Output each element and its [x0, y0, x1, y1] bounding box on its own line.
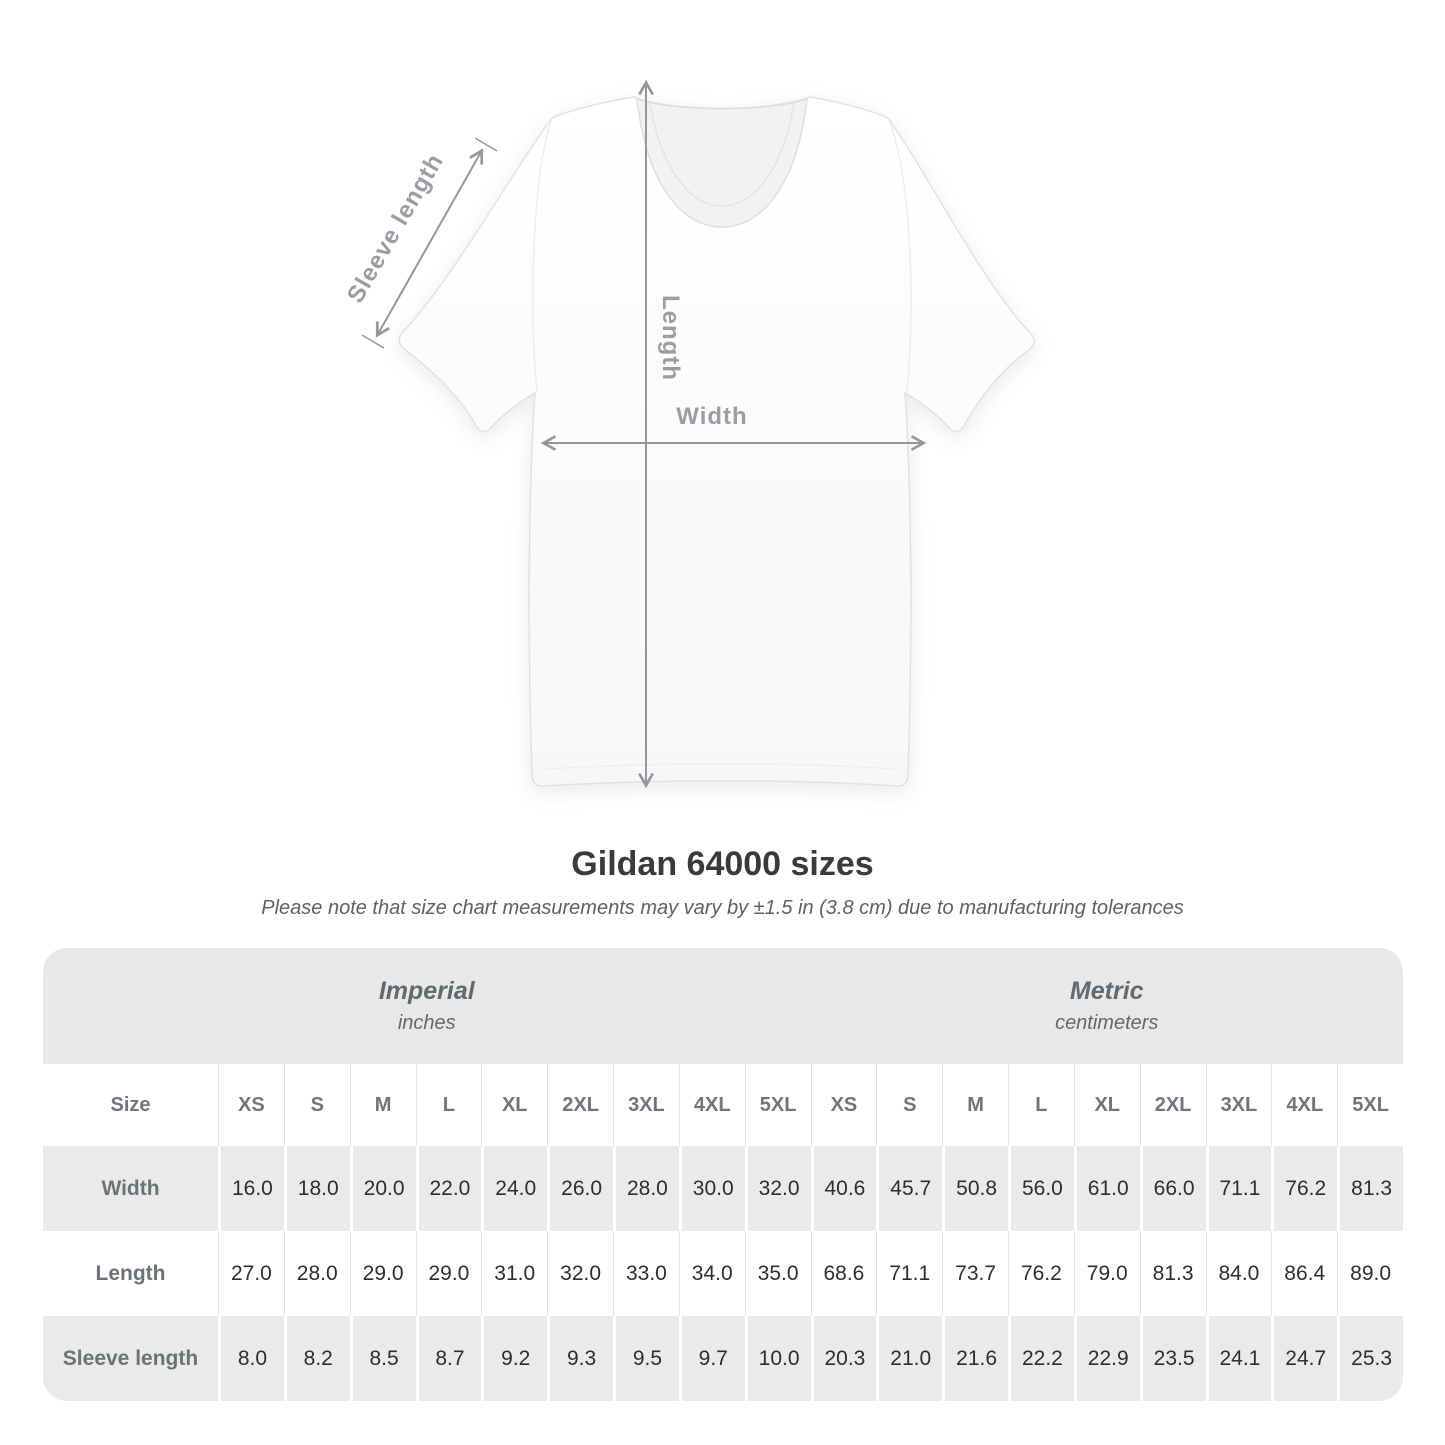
size-value-cell: 31.0: [481, 1231, 547, 1316]
size-value-cell: 79.0: [1074, 1231, 1140, 1316]
size-value-cell: 9.3: [547, 1316, 613, 1401]
imperial-label: Imperial: [378, 977, 475, 1005]
metric-label: Metric: [1069, 977, 1144, 1005]
size-value-cell: 22.9: [1074, 1316, 1140, 1401]
size-header-cell: XS: [218, 1064, 284, 1146]
size-value-cell: 30.0: [679, 1146, 745, 1231]
size-header-cell: 5XL: [1337, 1064, 1403, 1146]
size-value-cell: 20.0: [350, 1146, 416, 1231]
size-value-cell: 45.7: [876, 1146, 942, 1231]
size-value-cell: 9.7: [679, 1316, 745, 1401]
sleeve-dimension-tick-top: [475, 138, 497, 151]
size-header-cell: M: [942, 1064, 1008, 1146]
size-value-cell: 50.8: [942, 1146, 1008, 1231]
size-value-cell: 22.0: [416, 1146, 482, 1231]
row-label: Sleeve length: [62, 1346, 199, 1370]
unit-group-header: [43, 948, 1403, 1064]
row-label: Width: [101, 1176, 160, 1200]
size-value-cell: 29.0: [350, 1231, 416, 1316]
size-value-cell: 61.0: [1074, 1146, 1140, 1231]
size-value-cell: 10.0: [745, 1316, 811, 1401]
size-value-cell: 9.5: [613, 1316, 679, 1401]
size-value-cell: 28.0: [613, 1146, 679, 1231]
size-header-cell: 5XL: [745, 1064, 811, 1146]
size-header-cell: L: [1008, 1064, 1074, 1146]
size-value-cell: 32.0: [745, 1146, 811, 1231]
metric-unit: centimeters: [1055, 1012, 1159, 1034]
size-value-cell: 73.7: [942, 1231, 1008, 1316]
sleeve-dimension-tick-bottom: [362, 335, 384, 348]
size-value-cell: 33.0: [613, 1231, 679, 1316]
size-header-cell: S: [876, 1064, 942, 1146]
size-value-cell: 8.0: [218, 1316, 284, 1401]
size-value-cell: 24.0: [481, 1146, 547, 1231]
size-header-cell: 3XL: [1206, 1064, 1272, 1146]
size-value-cell: 32.0: [547, 1231, 613, 1316]
size-header-cell: 2XL: [1140, 1064, 1206, 1146]
size-value-cell: 71.1: [1206, 1146, 1272, 1231]
size-value-cell: 27.0: [218, 1231, 284, 1316]
size-value-cell: 24.7: [1271, 1316, 1337, 1401]
size-value-cell: 66.0: [1140, 1146, 1206, 1231]
width-label: Width: [676, 403, 748, 430]
size-value-cell: 34.0: [679, 1231, 745, 1316]
size-value-cell: 18.0: [284, 1146, 350, 1231]
size-chart-tolerance-note: Please note that size chart measurements may vary by ±1.5 in (3.8 cm) due to manufacturing tolerances: [261, 897, 1184, 919]
size-value-cell: 29.0: [416, 1231, 482, 1316]
size-value-cell: 26.0: [547, 1146, 613, 1231]
table-row-sleeve-length: [43, 1316, 1403, 1401]
size-corner-label: Size: [110, 1093, 151, 1116]
sleeve-length-label: Sleeve length: [341, 148, 450, 308]
metric-group-header: [811, 948, 1404, 1064]
size-value-cell: 8.7: [416, 1316, 482, 1401]
size-value-cell: 76.2: [1008, 1231, 1074, 1316]
size-value-cell: 24.1: [1206, 1316, 1272, 1401]
size-header-cell: 2XL: [547, 1064, 613, 1146]
size-header-cell: XS: [811, 1064, 877, 1146]
size-value-cell: 21.0: [876, 1316, 942, 1401]
size-value-cell: 89.0: [1337, 1231, 1403, 1316]
size-value-cell: 84.0: [1206, 1231, 1272, 1316]
size-value-cell: 22.2: [1008, 1316, 1074, 1401]
size-value-cell: 71.1: [876, 1231, 942, 1316]
size-value-cell: 68.6: [811, 1231, 877, 1316]
size-value-cell: 76.2: [1271, 1146, 1337, 1231]
size-value-cell: 35.0: [745, 1231, 811, 1316]
size-value-cell: 40.6: [811, 1146, 877, 1231]
size-header-cell: L: [416, 1064, 482, 1146]
size-value-cell: 21.6: [942, 1316, 1008, 1401]
size-header-cell: 3XL: [613, 1064, 679, 1146]
size-header-cell: 4XL: [1271, 1064, 1337, 1146]
size-value-cell: 9.2: [481, 1316, 547, 1401]
imperial-group-header: [43, 948, 811, 1064]
size-value-cell: 8.2: [284, 1316, 350, 1401]
table-row-length: [43, 1231, 1403, 1316]
size-header-row: [43, 1064, 1403, 1146]
size-header-cell: XL: [481, 1064, 547, 1146]
row-label: Length: [95, 1261, 166, 1285]
table-row-width: [43, 1146, 1403, 1231]
size-value-cell: 8.5: [350, 1316, 416, 1401]
size-value-cell: 81.3: [1140, 1231, 1206, 1316]
length-label: Length: [657, 295, 684, 381]
size-value-cell: 56.0: [1008, 1146, 1074, 1231]
size-value-cell: 86.4: [1271, 1231, 1337, 1316]
size-value-cell: 25.3: [1337, 1316, 1403, 1401]
size-value-cell: 81.3: [1337, 1146, 1403, 1231]
size-value-cell: 28.0: [284, 1231, 350, 1316]
size-header-cell: 4XL: [679, 1064, 745, 1146]
size-header-cell: S: [284, 1064, 350, 1146]
size-header-cell: M: [350, 1064, 416, 1146]
size-value-cell: 23.5: [1140, 1316, 1206, 1401]
size-chart-title: Gildan 64000 sizes: [571, 845, 874, 883]
size-value-cell: 20.3: [811, 1316, 877, 1401]
size-table: [43, 948, 1403, 1401]
size-header-cell: XL: [1074, 1064, 1140, 1146]
imperial-unit: inches: [397, 1012, 456, 1034]
size-value-cell: 16.0: [218, 1146, 284, 1231]
